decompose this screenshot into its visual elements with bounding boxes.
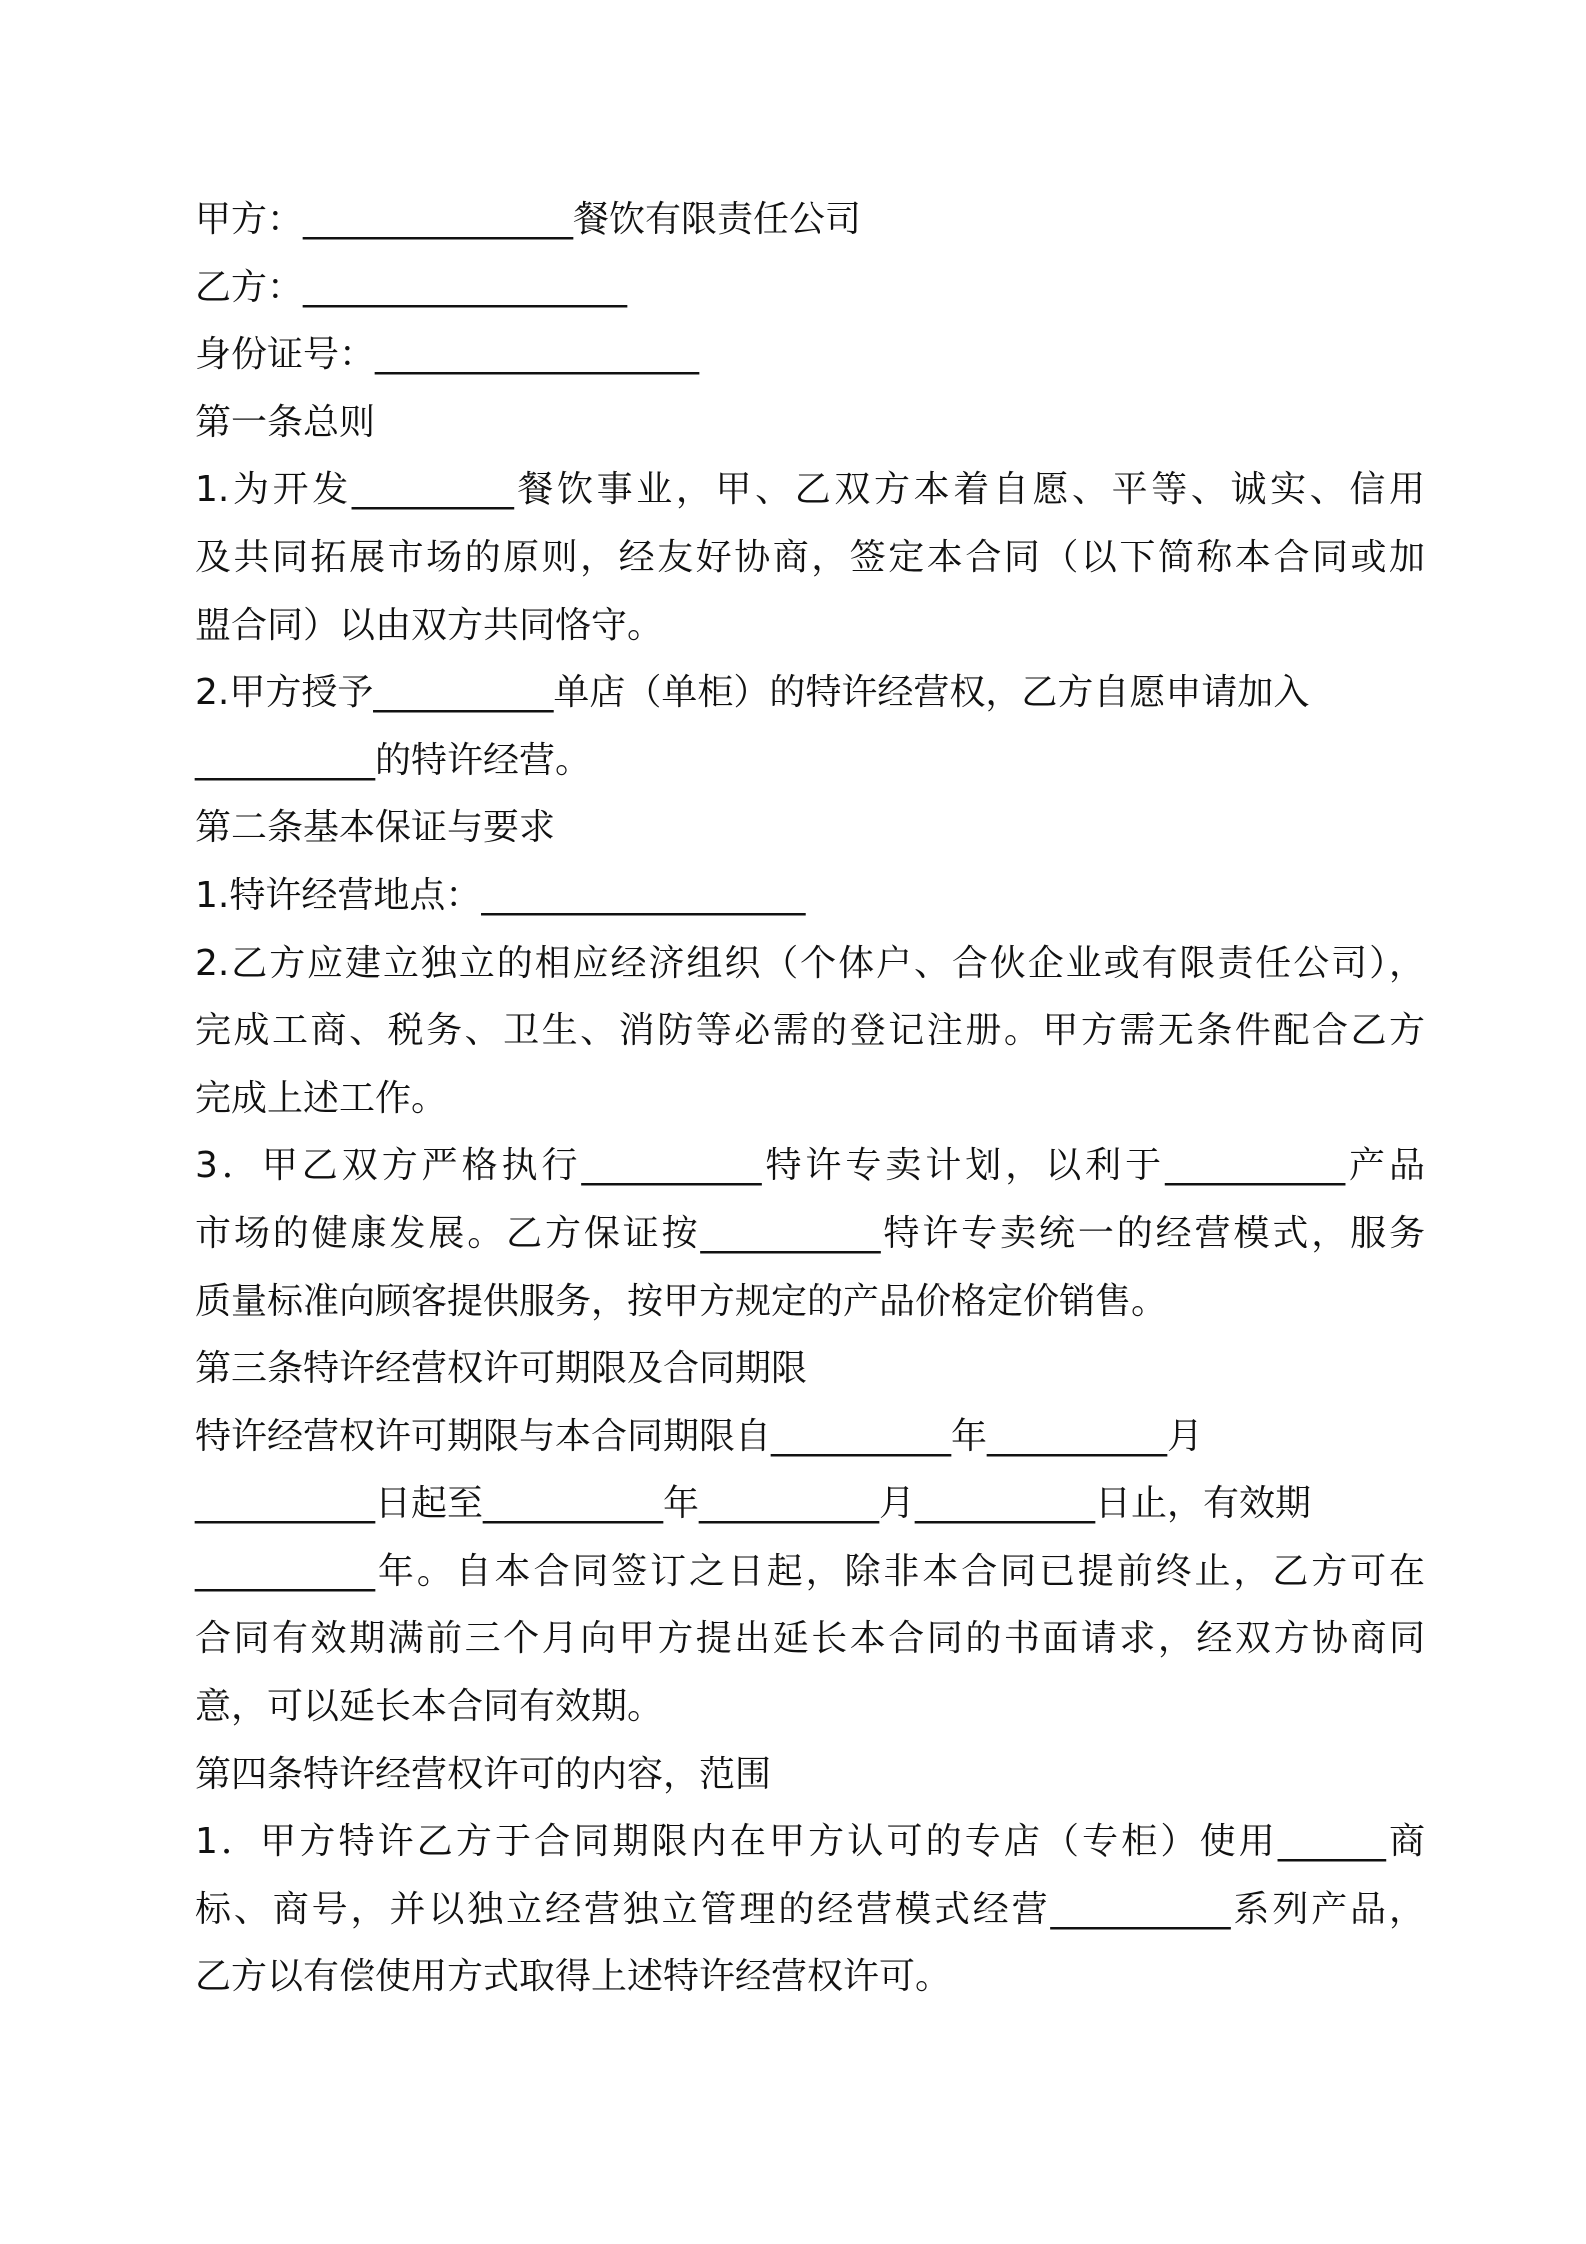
text-line: 质量标准向顾客提供服务，按甲方规定的产品价格定价销售。 bbox=[195, 1280, 1168, 1322]
article-1-heading: 第一条总则 bbox=[195, 401, 376, 443]
text-line: 1.特许经营地点：__________________ bbox=[195, 874, 806, 916]
article-4-heading: 第四条特许经营权许可的内容，范围 bbox=[195, 1753, 772, 1795]
id-number-line: 身份证号：__________________ bbox=[195, 334, 700, 376]
text-line: 完成上述工作。 bbox=[195, 1077, 448, 1119]
text-line: 及共同拓展市场的原则，经友好协商，签定本合同（以下简称本合同或加 bbox=[195, 536, 1425, 578]
text-line: 1．甲方特许乙方于合同期限内在甲方认可的专店（专柜）使用______商 bbox=[195, 1821, 1425, 1863]
text-line: 3．甲乙双方严格执行__________特许专卖计划，以利于__________产品 bbox=[195, 1145, 1425, 1187]
text-line: 乙方以有偿使用方式取得上述特许经营权许可。 bbox=[195, 1956, 952, 1998]
text-line: 1.为开发_________餐饮事业，甲、乙双方本着自愿、平等、诚实、信用 bbox=[195, 469, 1425, 511]
text-line: 市场的健康发展。乙方保证按__________特许专卖统一的经营模式，服务 bbox=[195, 1212, 1425, 1254]
party-b-line: 乙方：__________________ bbox=[195, 266, 628, 308]
text-line: __________年。自本合同签订之日起，除非本合同已提前终止，乙方可在 bbox=[195, 1550, 1425, 1592]
contract-body bbox=[195, 186, 1425, 2011]
article-3-heading: 第三条特许经营权许可期限及合同期限 bbox=[195, 1348, 808, 1390]
text-line: 2.甲方授予__________单店（单柜）的特许经营权，乙方自愿申请加入 bbox=[195, 672, 1310, 714]
text-line: 标、商号，并以独立经营独立管理的经营模式经营__________系列产品， bbox=[195, 1888, 1425, 1930]
party-a-line: 甲方：_______________餐饮有限责任公司 bbox=[195, 199, 862, 240]
text-line: 2.乙方应建立独立的相应经济组织（个体户、合伙企业或有限责任公司）， bbox=[195, 942, 1425, 984]
article-2-heading: 第二条基本保证与要求 bbox=[195, 807, 556, 849]
text-line: __________日起至__________年__________月__________日止，有效期 bbox=[195, 1483, 1312, 1525]
text-line: 特许经营权许可期限与本合同期限自__________年__________月 bbox=[195, 1415, 1204, 1457]
text-line: 完成工商、税务、卫生、消防等必需的登记注册。甲方需无条件配合乙方 bbox=[195, 1010, 1425, 1052]
text-line: __________的特许经营。 bbox=[195, 739, 592, 781]
text-line: 意，可以延长本合同有效期。 bbox=[195, 1686, 664, 1728]
text-line: 合同有效期满前三个月向甲方提出延长本合同的书面请求，经双方协商同 bbox=[195, 1618, 1425, 1660]
text-line: 盟合同）以由双方共同恪守。 bbox=[195, 604, 664, 646]
